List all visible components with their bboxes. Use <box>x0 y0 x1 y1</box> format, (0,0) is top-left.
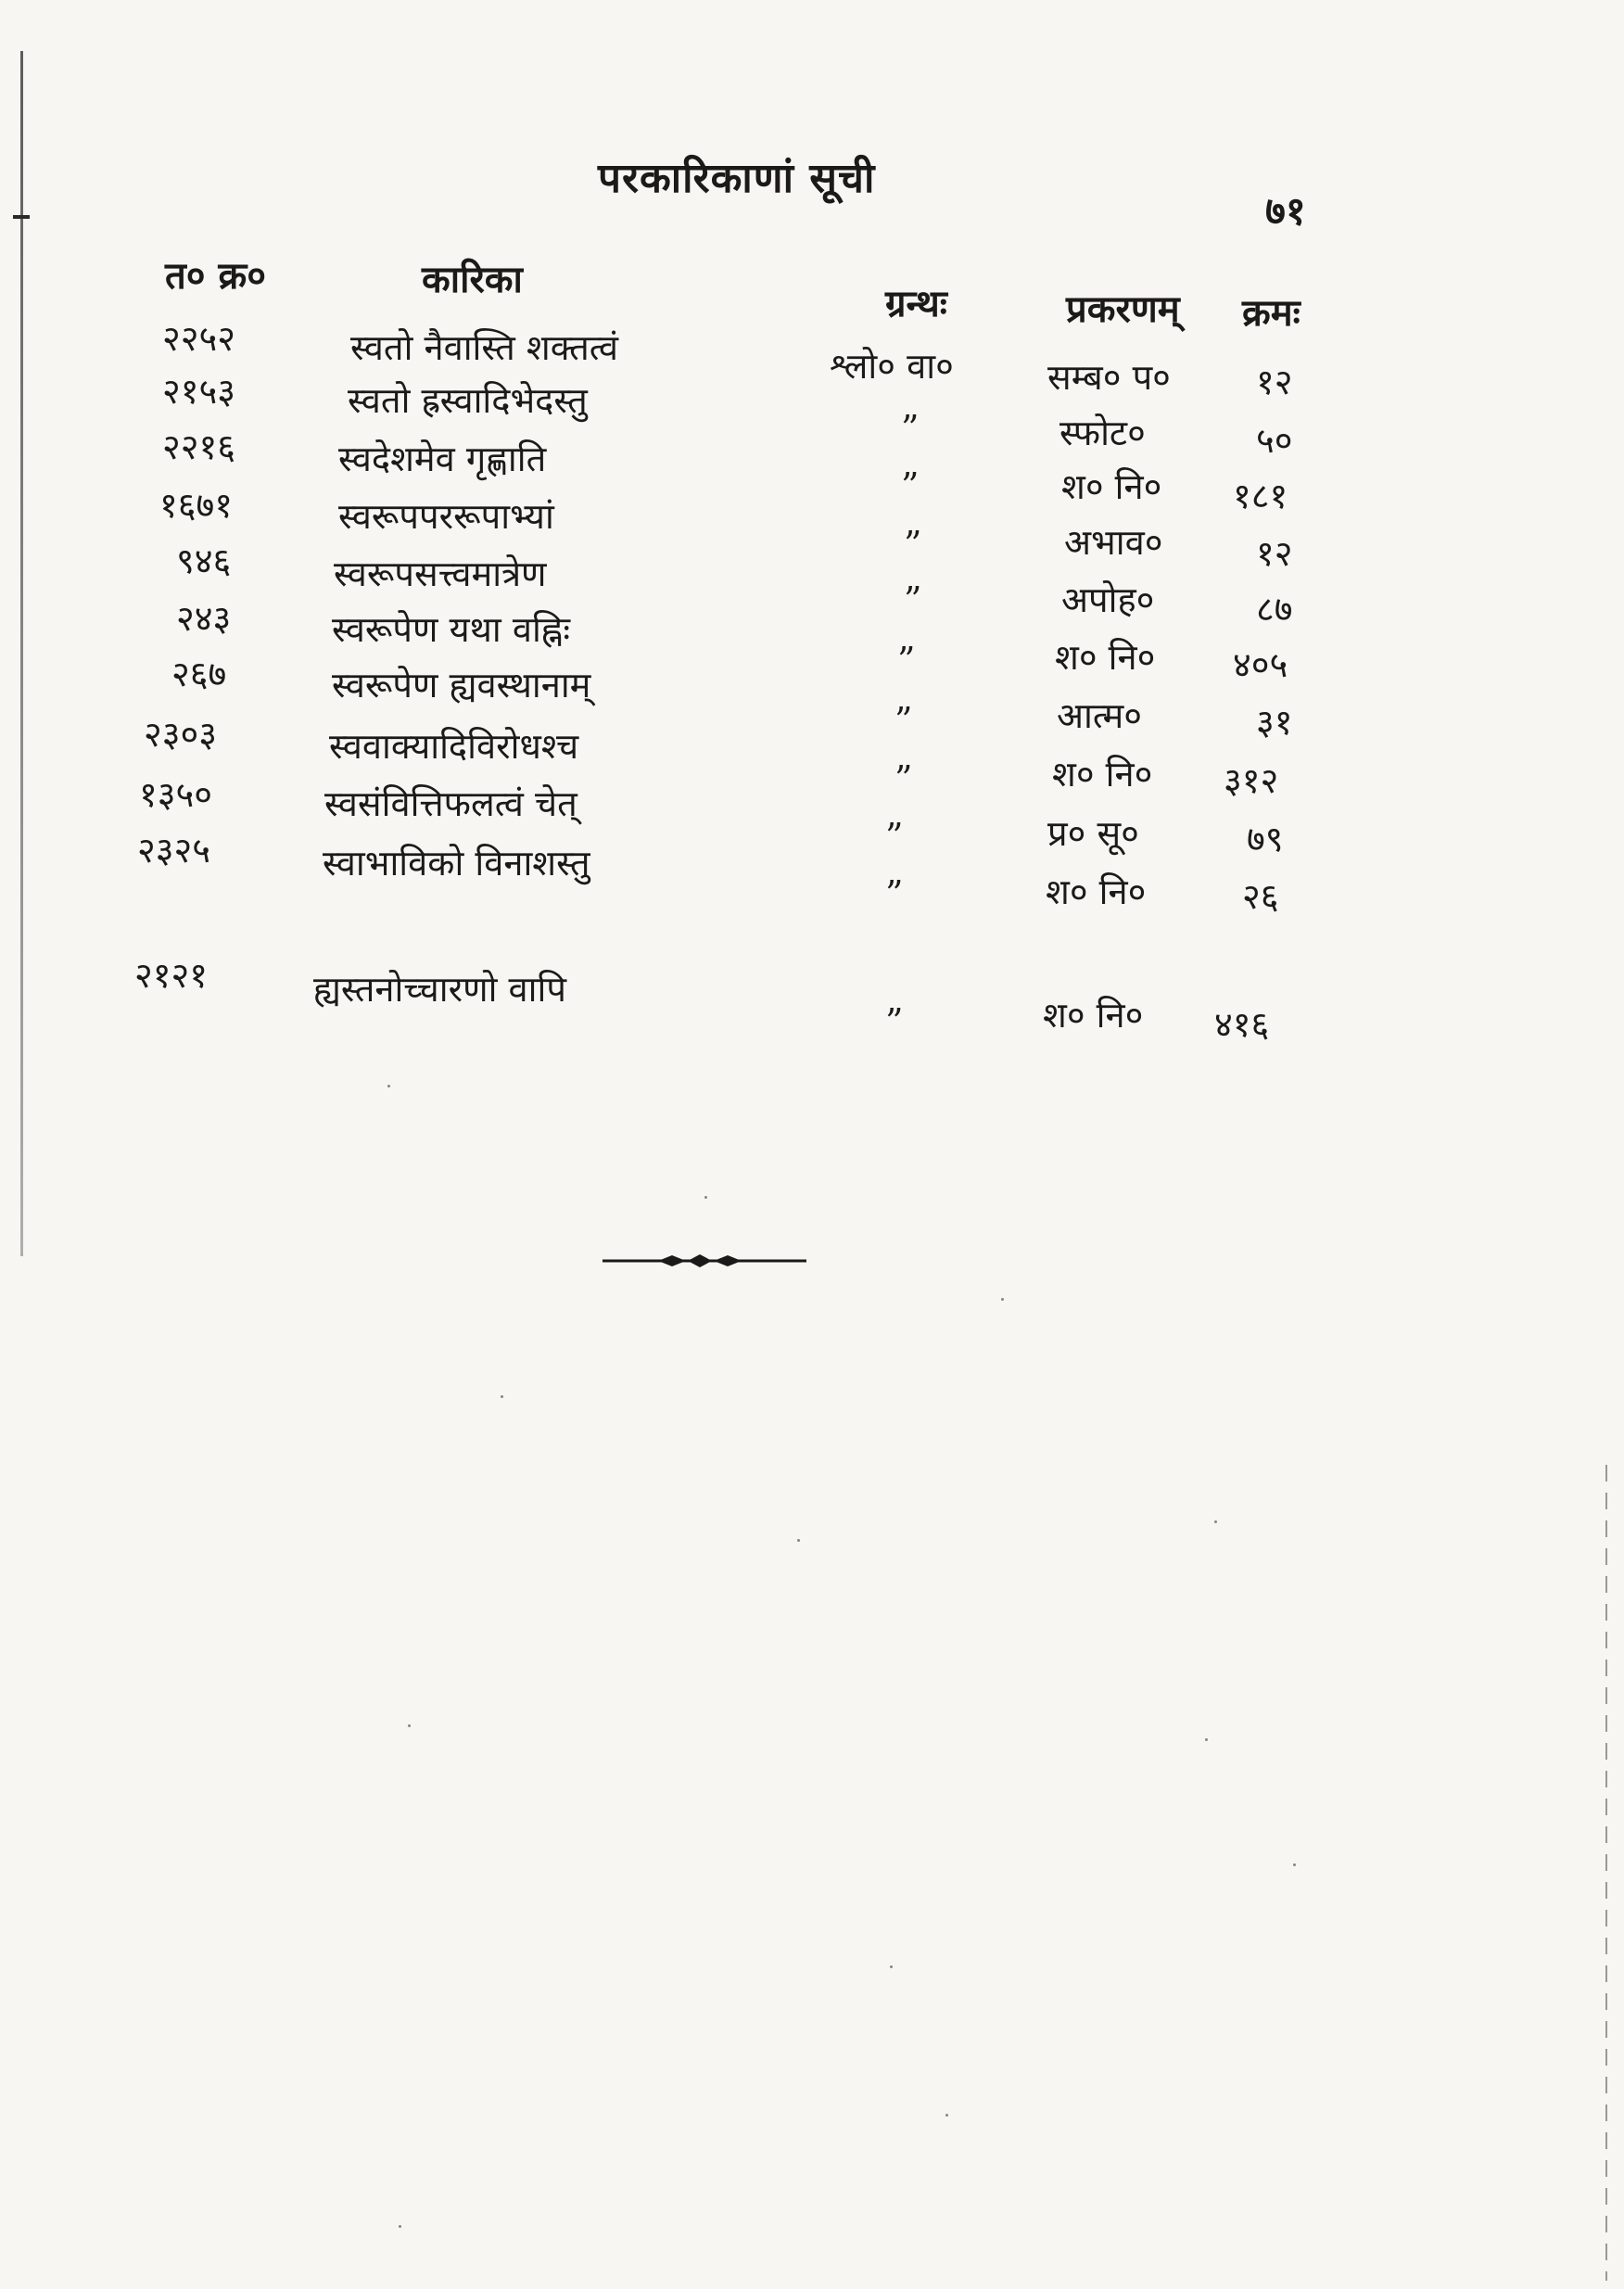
table-row-6-prakarana: श० नि० <box>1055 637 1156 678</box>
table-row-5-grantha: ” <box>904 579 922 620</box>
table-row-11-karika: ह्यस्तनोच्चारणो वापि <box>313 969 566 1010</box>
table-row-9-karika: स्वसंवित्तिफलत्वं चेत् <box>324 783 577 824</box>
table-row-8-krama: ३१२ <box>1224 760 1279 801</box>
table-row-7-krama: ३१ <box>1256 702 1293 743</box>
scan-speck <box>387 1085 390 1087</box>
table-row-1-karika: स्वतो नैवास्ति शक्तत्वं <box>350 327 618 368</box>
table-row-1-prakarana: सम्ब० प० <box>1047 357 1171 398</box>
table-row-5-krama: ८७ <box>1256 589 1293 629</box>
table-row-5-prakarana: अपोह० <box>1061 579 1155 620</box>
table-row-8-grantha: ” <box>894 758 913 799</box>
scan-speck <box>945 2114 948 2117</box>
table-row-2-prakarana: स्फोट० <box>1059 413 1146 453</box>
scan-speck <box>797 1539 800 1542</box>
table-row-2-grantha: ” <box>901 408 920 449</box>
page-binding-edge <box>20 51 23 1256</box>
table-row-2-krama: ५० <box>1256 420 1293 461</box>
page-title: परकारिकाणां सूची <box>598 155 876 202</box>
table-row-7-serial: २६७ <box>171 654 227 694</box>
table-row-9-grantha: ” <box>885 816 904 857</box>
scan-speck <box>501 1395 503 1398</box>
table-row-5-karika: स्वरूपसत्त्वमात्रेण <box>334 553 547 594</box>
page-right-edge <box>1605 1465 1607 2281</box>
scan-speck <box>890 1965 893 1968</box>
table-row-4-krama: १२ <box>1256 533 1293 574</box>
table-row-2-karika: स्वतो ह्रस्वादिभेदस्तु <box>348 380 588 421</box>
header-serial: त० क्र० <box>165 254 267 298</box>
table-row-11-grantha: ” <box>885 1001 904 1042</box>
table-row-6-karika: स्वरूपेण यथा वह्निः <box>332 609 571 650</box>
table-row-8-prakarana: श० नि० <box>1052 754 1153 795</box>
scan-speck <box>1205 1738 1208 1741</box>
table-row-9-prakarana: प्र० सू० <box>1047 813 1139 854</box>
table-row-6-krama: ४०५ <box>1233 644 1288 685</box>
table-row-7-karika: स्वरूपेण ह्यवस्थानाम् <box>332 665 591 706</box>
scan-speck <box>704 1196 707 1199</box>
table-row-10-karika: स्वाभाविको विनाशस्तु <box>323 843 590 884</box>
table-row-3-karika: स्वदेशमेव गृह्णाति <box>338 439 547 479</box>
table-row-3-krama: १८१ <box>1233 476 1288 516</box>
table-row-11-prakarana: श० नि० <box>1043 995 1144 1036</box>
scan-speck <box>1214 1520 1217 1523</box>
table-row-11-serial: २१२१ <box>134 955 209 996</box>
table-row-9-serial: १३५० <box>139 774 213 815</box>
table-row-5-serial: ९४६ <box>176 540 232 581</box>
table-row-3-grantha: ” <box>901 465 920 506</box>
table-row-1-krama: १२ <box>1256 362 1293 402</box>
table-row-8-serial: २३०३ <box>144 714 218 755</box>
table-row-10-krama: २६ <box>1242 876 1279 917</box>
table-row-4-grantha: ” <box>904 524 922 565</box>
end-ornament <box>603 1250 806 1272</box>
table-row-7-grantha: ” <box>894 700 913 741</box>
table-row-11-krama: ४१६ <box>1214 1004 1270 1045</box>
scan-speck <box>399 2225 401 2228</box>
header-karika: कारिका <box>422 258 523 301</box>
table-row-7-prakarana: आत्म० <box>1057 695 1142 736</box>
table-row-9-krama: ७९ <box>1247 819 1284 859</box>
table-row-10-grantha: ” <box>885 873 904 914</box>
table-row-4-prakarana: अभाव० <box>1064 522 1163 563</box>
header-prakarana: प्रकरणम् <box>1066 287 1180 331</box>
header-krama: क्रमः <box>1242 291 1300 335</box>
scan-speck <box>1293 1863 1296 1866</box>
scan-speck <box>1001 1298 1004 1301</box>
table-row-4-serial: १६७१ <box>159 485 234 526</box>
table-row-1-grantha: श्लो० वा० <box>830 346 954 387</box>
table-row-3-serial: २२१६ <box>162 426 236 467</box>
header-grantha: ग्रन्थः <box>885 282 947 325</box>
table-row-3-prakarana: श० नि० <box>1061 466 1162 507</box>
table-row-4-karika: स्वरूपपररूपाभ्यां <box>338 496 554 537</box>
table-row-10-serial: २३२५ <box>137 830 211 871</box>
table-row-8-karika: स्ववाक्यादिविरोधश्च <box>329 726 579 767</box>
page-number: ७१ <box>1265 188 1306 234</box>
page-edge-mark <box>13 215 30 219</box>
table-row-2-serial: २१५३ <box>162 371 236 412</box>
table-row-1-serial: २२५२ <box>162 318 236 359</box>
scan-speck <box>408 1724 411 1727</box>
table-row-10-prakarana: श० नि० <box>1046 871 1147 912</box>
table-row-6-grantha: ” <box>897 640 916 680</box>
table-row-6-serial: २४३ <box>176 598 232 639</box>
